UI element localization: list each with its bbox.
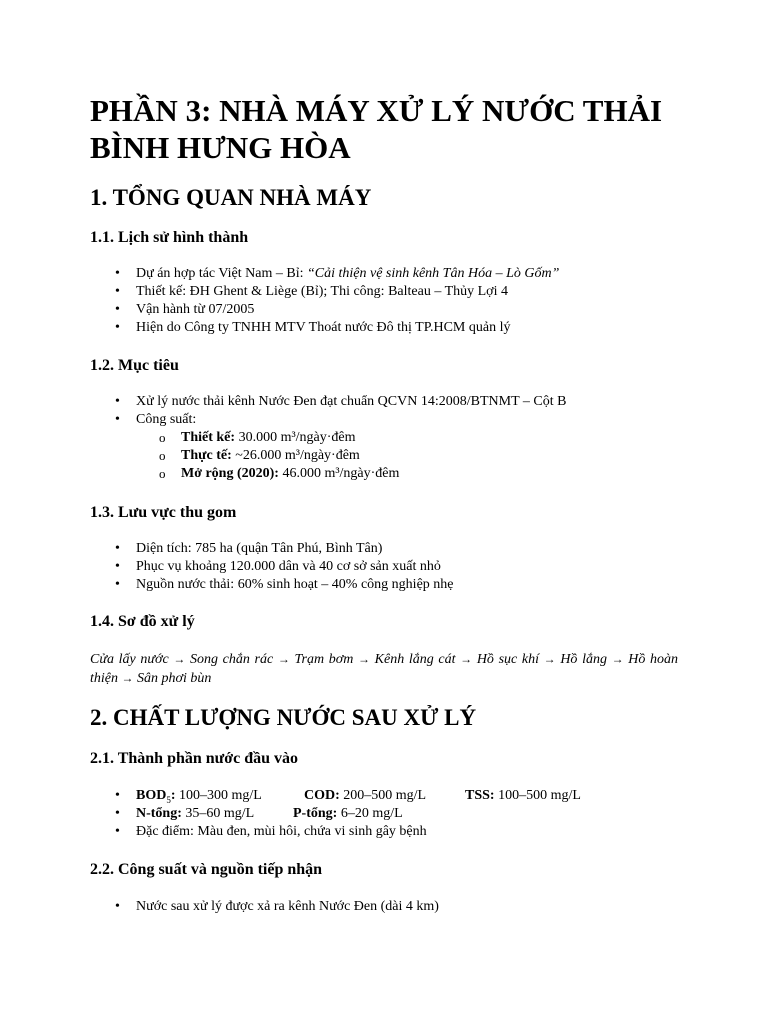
process-step: Hồ lắng — [560, 652, 607, 667]
list-item: • Diện tích: 785 ha (quận Tân Phú, Bình Tân) — [90, 540, 710, 558]
sub-list-item: o Thiết kế: 30.000 m³/ngày·đêm — [136, 429, 710, 447]
project-name: “Cải thiện vệ sinh kênh Tân Hóa – Lò Gốm” — [306, 266, 560, 281]
process-step: Hồ sục khí — [476, 652, 539, 667]
list-item: • Thiết kế: ĐH Ghent & Liège (Bỉ); Thi công: Balteau – Thủy Lợi 4 — [90, 283, 710, 301]
list-item: • Vận hành từ 07/2005 — [90, 301, 710, 319]
bod-param: $BOD_5$: 100–300 mg/L — [136, 788, 262, 805]
process-step: Trạm bơm — [294, 652, 354, 667]
list-item — [90, 805, 710, 823]
process-step: Song chắn rác — [190, 652, 274, 667]
list-item: • Hiện do Công ty TNHH MTV Thoát nước Đô thị TP.HCM quản lý — [90, 319, 710, 337]
tss-param: TSS: 100–500 mg/L — [465, 788, 581, 803]
capacity-list — [90, 898, 710, 916]
n-total-param: N-tổng: 35–60 mg/L — [136, 806, 255, 821]
process-step: Hồ hoàn thiện — [90, 652, 679, 686]
section-1-3-heading: 1.3. Lưu vực thu gom — [90, 504, 237, 521]
section-1-2-heading: 1.2. Mục tiêu — [90, 357, 179, 374]
arrow-icon: → — [611, 652, 624, 666]
list-item: • Dự án hợp tác Việt Nam – Bỉ: “Cải thiện vệ sinh kênh Tân Hóa – Lò Gốm” — [90, 265, 710, 283]
inflow-list — [90, 787, 710, 841]
history-list — [90, 265, 710, 337]
arrow-icon: → — [121, 671, 134, 685]
basin-list — [90, 540, 710, 594]
list-item: • Phục vụ khoảng 120.000 dân và 40 cơ sở sản xuất nhỏ — [90, 558, 710, 576]
list-item: • Xử lý nước thải kênh Nước Đen đạt chuẩn QCVN 14:2008/BTNMT – Cột B — [90, 393, 710, 411]
section-1-heading: 1. TỔNG QUAN NHÀ MÁY — [90, 185, 372, 210]
list-item: • Công suất: o Thiết kế: 30.000 m³/ngày·đêm o Thực tế: ~26.000 m³/ngày·đêm o Mở rộng (2020): 46.000 m³/ngày·đêm — [90, 411, 710, 483]
arrow-icon: → — [460, 652, 473, 666]
process-step: Kênh lắng cát — [374, 652, 456, 667]
process-step: Cửa lấy nước — [90, 652, 169, 667]
capacity-sublist — [136, 429, 710, 483]
sub-list-item: o Mở rộng (2020): 46.000 m³/ngày·đêm — [136, 465, 710, 483]
goals-list — [90, 393, 710, 483]
arrow-icon: → — [357, 652, 370, 666]
process-flow — [90, 650, 678, 688]
list-item: • Đặc điểm: Màu đen, mùi hôi, chứa vi sinh gây bệnh — [90, 823, 710, 841]
section-2-heading: 2. CHẤT LƯỢNG NƯỚC SAU XỬ LÝ — [90, 705, 477, 730]
list-item — [90, 787, 710, 805]
arrow-icon: → — [173, 652, 186, 666]
arrow-icon: → — [277, 652, 290, 666]
list-item: • Nguồn nước thải: 60% sinh hoạt – 40% công nghiệp nhẹ — [90, 576, 710, 594]
arrow-icon: → — [543, 652, 556, 666]
cod-param: COD: 200–500 mg/L — [304, 788, 427, 803]
page-title: PHẦN 3: NHÀ MÁY XỬ LÝ NƯỚC THẢI BÌNH HƯNG HÒA — [90, 93, 663, 165]
list-item: • Nước sau xử lý được xả ra kênh Nước Đen (dài 4 km) — [90, 898, 710, 916]
process-step: Sân phơi bùn — [137, 671, 212, 686]
section-2-1-heading: 2.1. Thành phần nước đầu vào — [90, 750, 299, 767]
sub-list-item: o Thực tế: ~26.000 m³/ngày·đêm — [136, 447, 710, 465]
section-2-2-heading: 2.2. Công suất và nguồn tiếp nhận — [90, 861, 323, 878]
section-1-1-heading: 1.1. Lịch sử hình thành — [90, 229, 249, 246]
p-total-param: P-tổng: 6–20 mg/L — [293, 806, 403, 821]
section-1-4-heading: 1.4. Sơ đồ xử lý — [90, 613, 195, 630]
